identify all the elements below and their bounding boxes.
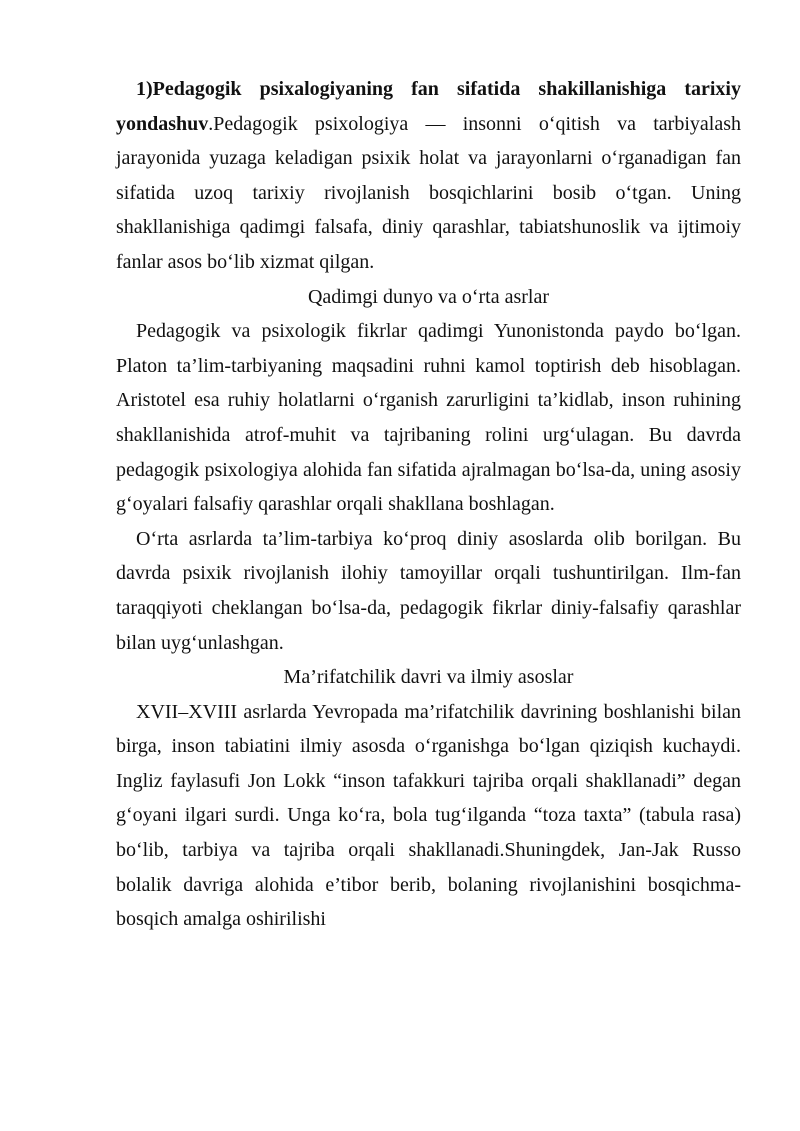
paragraph-middle-ages: O‘rta asrlarda ta’lim-tarbiya ko‘proq diniy asoslarda olib borilgan. Bu davrda psixik rivojlanish ilohiy tamoyillar orqali tushuntirilgan. Ilm-fan taraqqiyoti cheklangan bo‘lsa-da, pedagogik fikrlar diniy-falsafiy qarashlar bilan uyg‘unlashgan. (116, 527, 741, 654)
paragraph-ancient-greece: Pedagogik va psixologik fikrlar qadimgi Yunonistonda paydo bo‘lgan. Platon ta’lim-tarbiyaning maqsadini ruhni kamol toptirish deb hisoblagan. Aristotel esa ruhiy holatlarni o‘rganish zarurligini ta’kidlab, inson ruhining shakllanishida atrof-muhit va tajribaning rolini urg‘ulagan. Bu davrda pedagogik psixologiya alohida fan sifatida ajralmagan bo‘lsa-da, uning asosiy g‘oyalari falsafiy qarashlar orqali shakllana boshlagan. (116, 320, 741, 516)
section-heading-enlightenment: Ma’rifatchilik davri va ilmiy asoslar (283, 666, 574, 689)
intro-paragraph (116, 72, 741, 280)
section-heading-ancient-medieval: Qadimgi dunyo va o‘rta asrlar (307, 285, 550, 308)
intro-bold-lead: 1)Pedagogik psixalogiyaning fan sifatida shakillanishiga tarixiy yondashuv (116, 78, 741, 135)
intro-body: .Pedagogik psixologiya — insonni o‘qitish va tarbiyalash jarayonida yuzaga keladigan psixik holat va jarayonlarni o‘rganadigan fan sifatida uzoq tarixiy rivojlanish bosqichlarini bosib o‘tgan. Uning shakllanishiga qadimgi falsafa, diniy qarashlar, tabiatshunoslik va ijtimoiy fanlar asos bo‘lib xizmat qilgan. (116, 112, 741, 273)
document-page (116, 72, 741, 937)
paragraph-enlightenment: XVII–XVIII asrlarda Yevropada ma’rifatchilik davrining boshlanishi bilan birga, inson tabiatini ilmiy asosda o‘rganishga bo‘lgan qiziqish kuchaydi. Ingliz faylasufi Jon Lokk “inson tafakkuri tajriba orqali shakllanadi” degan g‘oyani ilgari surdi. Unga ko‘ra, bola tug‘ilganda “toza taxta” (tabula rasa) bo‘lib, tarbiya va tajriba orqali shakllanadi.Shuningdek, Jan-Jak Russo bolalik davriga alohida e’tibor berib, bolaning rivojlanishini bosqichma-bosqich amalga oshirilishi (116, 700, 741, 931)
